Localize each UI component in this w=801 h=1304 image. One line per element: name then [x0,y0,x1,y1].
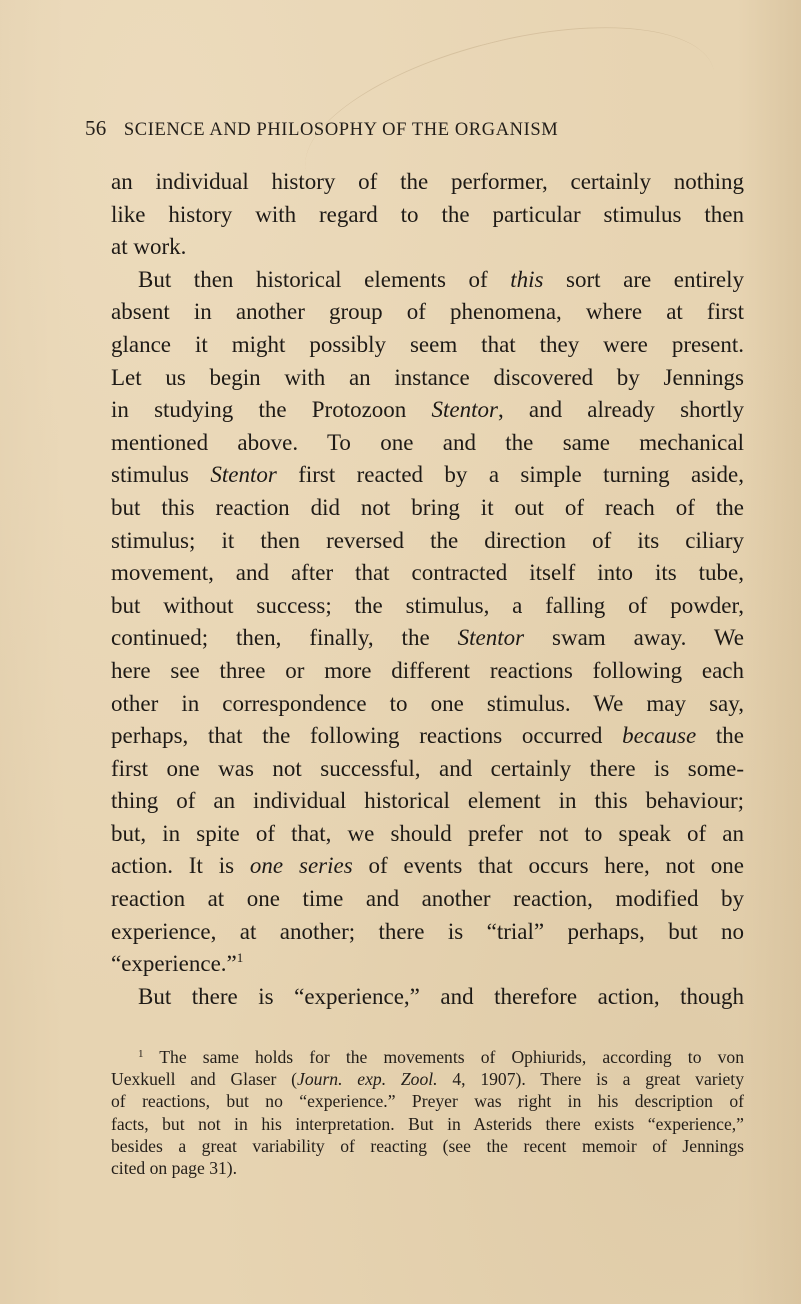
footnote-line [111,1157,744,1179]
text-line [111,492,744,525]
species-name: Stentor [431,397,498,423]
text-segment: action. It is [111,853,250,879]
text-segment: like history with regard to the particular stimulus then [111,201,744,227]
text-line [111,362,744,395]
page-number: 56 [85,116,107,140]
text-segment: perhaps, that the following reactions occurred [111,723,623,749]
text-line [111,296,744,329]
footnote [111,1046,744,1179]
text-segment: other in correspondence to one stimulus. We may say, [111,690,744,716]
text-segment: first one was not successful, and certainly there is some- [111,755,744,781]
text-segment: an individual history of the performer, certainly nothing [111,169,744,194]
text-line [111,883,744,916]
text-segment: thing of an individual historical element in this behaviour; [111,788,744,814]
species-name: Stentor [457,625,525,651]
text-segment: experience, at another; there is “trial” perhaps, but no [111,918,744,944]
text-line [111,785,744,818]
text-segment: besides a great variability of reacting (see the recent memoir of Jennings [111,1135,744,1156]
footnote-line [111,1113,744,1135]
emphasis: because [622,723,697,749]
text-segment: stimulus [111,462,211,488]
text-line [111,166,744,199]
text-segment: of events that occurs here, not one [352,853,745,879]
text-segment: but without success; the stimulus, a falling of powder, [111,592,744,618]
running-head [85,116,725,141]
footnote-line [111,1068,744,1090]
text-line [111,655,744,688]
text-line [111,688,744,721]
text-line [111,329,744,362]
emphasis: one series [249,853,353,879]
text-segment: But there is “experience,” and therefore action, though [138,983,744,1009]
journal-citation: Journ. exp. Zool. [297,1069,438,1090]
text-line [111,720,744,753]
text-segment: “experience.” [111,951,237,977]
text-segment: in studying the Protozoon [111,397,432,423]
text-segment: first reacted by a simple turning aside, [276,462,744,488]
text-segment: The same holds for the movements of Ophiurids, according to von [159,1047,744,1067]
body-text [111,166,744,1013]
text-line [111,850,744,883]
text-segment: cited on page 31). [111,1157,238,1178]
text-line [111,818,744,851]
text-segment: 4, 1907). There is a great variety [437,1069,744,1090]
text-segment: , and already shortly [497,397,744,423]
footnote-line [111,1046,744,1068]
text-segment: at work. [111,234,187,260]
text-line [111,622,744,655]
text-segment: the [696,723,744,749]
running-title: SCIENCE AND PHILOSOPHY OF THE ORGANISM [123,120,559,140]
text-line [111,427,744,460]
text-segment: facts, but not in his interpretation. But in Asterids there exists “experience,” [111,1113,744,1134]
text-segment: here see three or more different reactions following each [111,657,744,683]
text-segment: swam away. We [524,625,744,651]
text-segment: but, in spite of that, we should prefer not to speak of an [111,820,744,846]
footnote-marker: 1 [138,1048,144,1060]
emphasis: this [510,266,544,292]
text-line [111,557,744,590]
footnote-line [111,1090,744,1112]
text-segment: mentioned above. To one and the same mechanical [111,429,744,455]
text-segment: stimulus; it then reversed the direction of its ciliary [111,527,744,553]
text-segment: Uexkuell and Glaser ( [111,1069,298,1090]
text-segment: reaction at one time and another reaction, modified by [111,886,744,912]
text-line [111,459,744,492]
text-line [111,948,744,981]
text-segment: absent in another group of phenomena, where at first [111,299,744,325]
species-name: Stentor [210,462,277,488]
text-segment: of reactions, but no “experience.” Preyer was right in his description of [111,1091,744,1112]
text-segment: continued; then, finally, the [111,625,458,651]
text-segment: sort are entirely [543,266,745,292]
text-segment: glance it might possibly seem that they were present. [111,331,744,357]
text-line [111,199,744,232]
text-segment: but this reaction did not bring it out of reach of the [111,494,744,520]
text-line [111,916,744,949]
text-line [111,525,744,558]
footnote-reference[interactable]: 1 [236,950,244,966]
text-segment: But then historical elements of [138,266,511,292]
footnote-line [111,1135,744,1157]
text-line [111,231,744,264]
text-line [111,590,744,623]
text-line [111,394,744,427]
text-segment: movement, and after that contracted itself into its tube, [111,560,744,586]
paragraph-start-line [111,264,744,297]
text-line [111,753,744,786]
text-segment: Let us begin with an instance discovered by Jennings [111,364,744,390]
paragraph-start-line [111,981,744,1014]
